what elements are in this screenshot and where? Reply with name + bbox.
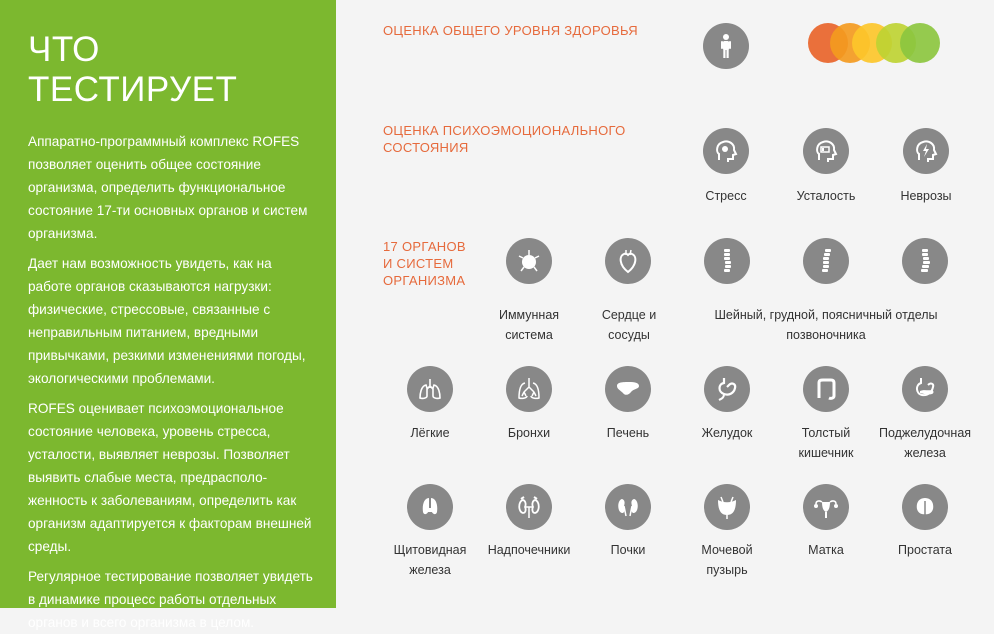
liver-icon bbox=[605, 366, 651, 412]
neuroses-label: Неврозы bbox=[900, 189, 952, 203]
features-panel bbox=[336, 0, 994, 608]
loads-paragraph: Дает нам возможность увидеть, как на работе органов сказываются нагрузки: физические, стрессовые, связанные с неправильным питанием, вредными привычками, резкими изменениями погоды, экологическими проблемами. bbox=[28, 256, 306, 386]
regular-testing-paragraph: Регулярное тестирование позволяет увидеть в динамике процесс работы отдельных органов и всего организма в целом. bbox=[28, 569, 313, 630]
pancreas-label bbox=[870, 423, 980, 463]
neuroses-head-icon bbox=[903, 128, 949, 174]
heart-label-line: Сердце и bbox=[601, 308, 657, 322]
lungs-icon bbox=[407, 366, 453, 412]
bladder-icon bbox=[704, 484, 750, 530]
psycho-heading bbox=[383, 122, 626, 156]
spine-label bbox=[691, 305, 961, 345]
thyroid-label-line: Щитовидная bbox=[393, 543, 467, 557]
stress-head-icon bbox=[703, 128, 749, 174]
bladder-label-line: пузырь bbox=[706, 563, 748, 577]
kidneys-icon bbox=[605, 484, 651, 530]
thyroid-label bbox=[380, 540, 480, 580]
psycho-paragraph: ROFES оценивает психоэмоциональное состояние человека, уровень стресса, усталости, выявляет неврозы. Позволяет выявить слабые места, предрасполо-женность к заболеваниям, определить как организм адаптируется к факторам внешней среды. bbox=[28, 401, 312, 554]
spine-label-line: позвоночника bbox=[786, 328, 866, 342]
colon-label-line: кишечник bbox=[798, 446, 854, 460]
intro-paragraph: Аппаратно-программный комплекс ROFES позволяет оценить общее состояние организма, определить функциональное состояние 17-ти основных органов и систем организма. bbox=[28, 134, 308, 241]
organs-heading-line: И СИСТЕМ bbox=[383, 256, 454, 271]
prostate-label: Простата bbox=[898, 543, 952, 557]
bladder-label bbox=[677, 540, 777, 580]
spine-label-line: Шейный, грудной, поясничный отделы bbox=[714, 308, 938, 322]
page-title: ЧТО ТЕСТИРУЕТ bbox=[28, 30, 238, 109]
cervical-spine-icon bbox=[704, 238, 750, 284]
pancreas-label-line: Поджелудочная bbox=[878, 426, 972, 440]
stomach-icon bbox=[704, 366, 750, 412]
stress-label: Стресс bbox=[705, 189, 747, 203]
bronchi-label: Бронхи bbox=[507, 426, 551, 440]
immune-label-line: Иммунная bbox=[498, 308, 560, 322]
organs-heading bbox=[383, 238, 466, 289]
psycho-heading-line: ОЦЕНКА ПСИХОЭМОЦИОНАЛЬНОГО bbox=[383, 123, 626, 138]
thyroid-icon bbox=[407, 484, 453, 530]
organs-heading-line: 17 ОРГАНОВ bbox=[383, 239, 466, 254]
heart-label-line: сосуды bbox=[608, 328, 650, 342]
uterus-icon bbox=[803, 484, 849, 530]
immune-label bbox=[479, 305, 579, 345]
prostate-icon bbox=[902, 484, 948, 530]
pancreas-icon bbox=[902, 366, 948, 412]
immune-label-line: система bbox=[505, 328, 553, 342]
psycho-heading-line: СОСТОЯНИЯ bbox=[383, 140, 469, 155]
info-panel bbox=[0, 0, 336, 630]
colon-label bbox=[776, 423, 876, 463]
pancreas-label-line: железа bbox=[904, 446, 946, 460]
immune-system-icon bbox=[506, 238, 552, 284]
lumbar-spine-icon bbox=[902, 238, 948, 284]
thyroid-label-line: железа bbox=[409, 563, 451, 577]
adrenal-icon bbox=[506, 484, 552, 530]
heart-label bbox=[579, 305, 679, 345]
lungs-label: Лёгкие bbox=[410, 426, 450, 440]
uterus-label: Матка bbox=[808, 543, 844, 557]
stomach-label: Желудок bbox=[701, 426, 753, 440]
liver-label: Печень bbox=[606, 426, 650, 440]
bladder-label-line: Мочевой bbox=[701, 543, 753, 557]
fatigue-head-icon bbox=[803, 128, 849, 174]
person-icon bbox=[703, 23, 749, 69]
colon-icon bbox=[803, 366, 849, 412]
thoracic-spine-icon bbox=[803, 238, 849, 284]
heart-icon bbox=[605, 238, 651, 284]
kidneys-label: Почки bbox=[610, 543, 646, 557]
colon-label-line: Толстый bbox=[801, 426, 851, 440]
health-scale-dot bbox=[900, 23, 940, 63]
fatigue-label: Усталость bbox=[796, 189, 856, 203]
adrenal-label: Надпочечники bbox=[487, 543, 571, 557]
organs-heading-line: ОРГАНИЗМА bbox=[383, 273, 466, 288]
bronchi-icon bbox=[506, 366, 552, 412]
health-heading: ОЦЕНКА ОБЩЕГО УРОВНЯ ЗДОРОВЬЯ bbox=[383, 23, 638, 38]
